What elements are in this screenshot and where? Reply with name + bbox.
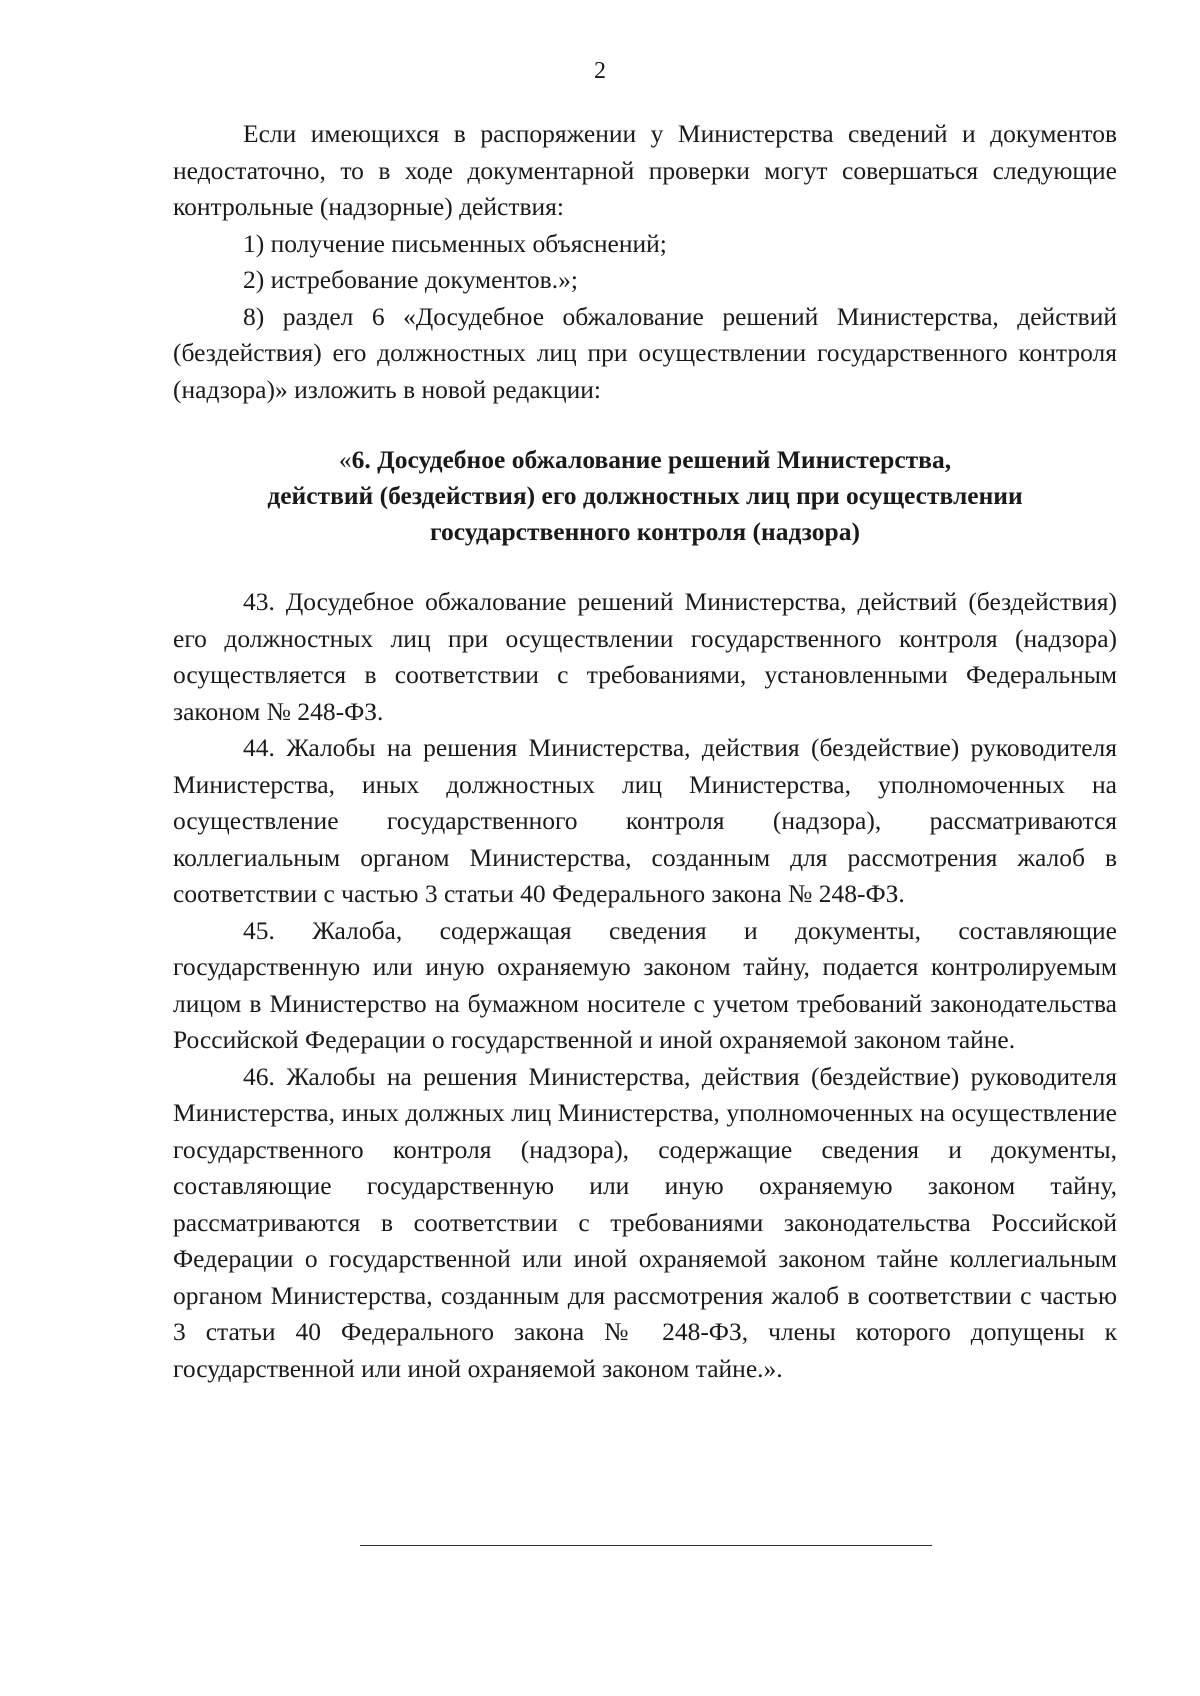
section-heading-line: государственного контроля (надзора) [430, 517, 860, 546]
clause-46-paragraph: 46. Жалобы на решения Министерства, действия (бездействие) руководителя Министерства, иных должных лиц Министерства, уполномоченных на осуществление государственного контроля (надзора), содержащие сведения и документы, составляющие государственную или иную охраняемую законом тайну, рассматриваются в соответствии с требованиями законодательства Российской Федерации о государственной или иной охраняемой законом тайне коллегиальным органом Министерства, созданным для рассмотрения жалоб в соответствии с частью 3 статьи 40 Федерального закона № 248-ФЗ, члены которого допущены к государственной или иной охраняемой законом тайне.». [173, 1061, 1117, 1383]
section-heading-line: действий (бездействия) его должностных лиц при осуществлении [267, 481, 1023, 510]
clause-45-paragraph: 45. Жалоба, содержащая сведения и документы, составляющие государственную или иную охраняемую законом тайну, подается контролируемым лицом в Министерство на бумажном носителе с учетом требований законодательства Российской Федерации о государственной и иной охраняемой законом тайне. [173, 915, 1117, 1054]
page-number: 2 [594, 58, 606, 84]
section-heading-line [173, 442, 1117, 478]
section-heading [173, 442, 1117, 550]
clause-44-paragraph: 44. Жалобы на решения Министерства, действия (бездействие) руководителя Министерства, иных должностных лиц Министерства, уполномоченных на осуществление государственного контроля (надзора), рассматриваются коллегиальным органом Министерства, созданным для рассмотрения жалоб в соответствии с частью 3 статьи 40 Федерального закона № 248-ФЗ. [173, 733, 1117, 908]
intro-paragraph: Если имеющихся в распоряжении у Министерства сведений и документов недостаточно, то в ходе документарной проверки могут совершаться следующие контрольные (надзорные) действия: [173, 119, 1117, 221]
section-heading-line-text: 6. Досудебное обжалование решений Министерства, [351, 445, 952, 474]
end-separator-line [360, 1545, 932, 1546]
clause-43-paragraph: 43. Досудебное обжалование решений Министерства, действий (бездействия) его должностных лиц при осуществлении государственного контроля (надзора) осуществляется в соответствии с требованиями, установленными Федеральным законом № 248-ФЗ. [173, 587, 1117, 726]
list-item-paragraph: 2) истребование документов.»; [243, 265, 578, 294]
list-item-paragraph: 1) получение письменных объяснений; [243, 228, 667, 258]
document-body [173, 116, 1117, 1387]
opening-quote-mark: « [338, 445, 352, 474]
amendment-paragraph: 8) раздел 6 «Досудебное обжалование решений Министерства, действий (бездействия) его должностных лиц при осуществлении государственного контроля (надзора)» изложить в новой редакции: [173, 301, 1117, 404]
